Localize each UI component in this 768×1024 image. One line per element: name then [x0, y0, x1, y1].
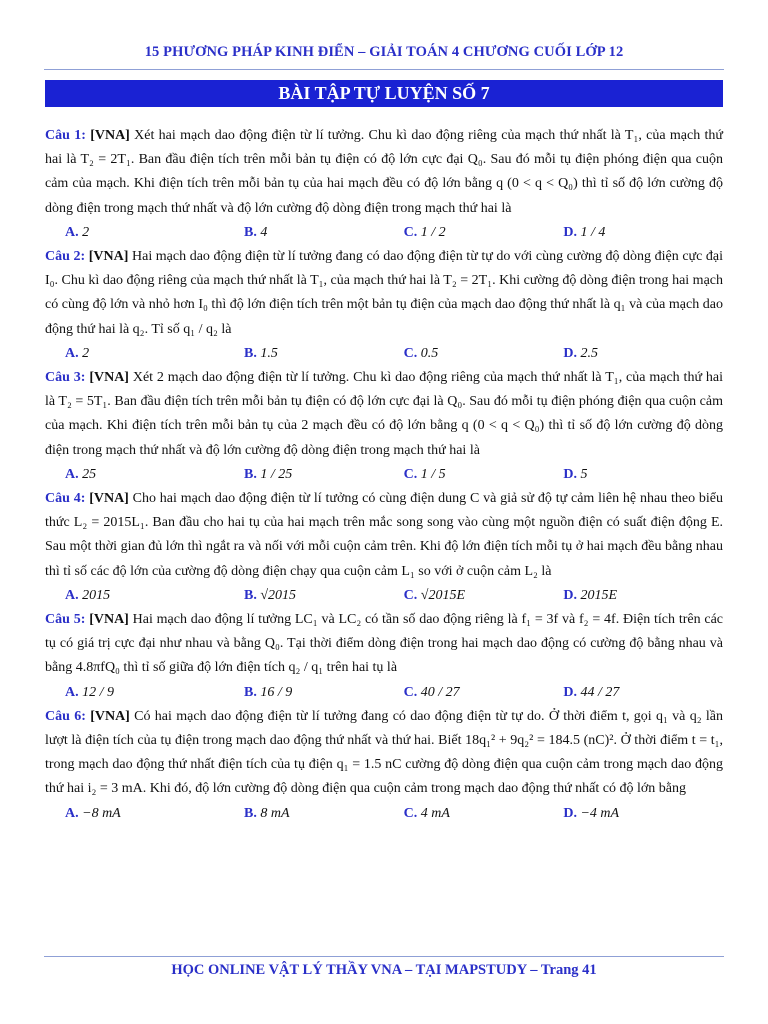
question-6: [45, 705, 723, 802]
option-value: √2015: [256, 587, 297, 603]
option-key: A.: [65, 587, 79, 603]
option-value: 4 mA: [417, 805, 450, 821]
answer-option-d[interactable]: [563, 342, 723, 366]
answer-option-b[interactable]: [244, 342, 404, 366]
question-text: Hai mạch dao động lí tưởng LC₁ và LC₂ có tần số dao động riêng là f₁ = 3f và f₂ = 4f. Điện tích trên các tụ có giá trị cực đại như nhau và bằng Q₀. Tại thời điểm dòng điện trong hai mạch dao động có cường độ bằng nhau và bằng 4.8πfQ₀ thì tỉ số giữa độ lớn điện tích q₂ / q₁ trên hai tụ là: [45, 612, 724, 676]
answer-option-d[interactable]: [563, 802, 723, 826]
option-key: C.: [403, 587, 418, 603]
option-key: C.: [403, 224, 418, 240]
option-key: B.: [244, 224, 257, 240]
answer-option-c[interactable]: [404, 221, 564, 245]
option-value: 16 / 9: [256, 684, 293, 700]
option-key: A.: [65, 345, 79, 361]
option-key: B.: [244, 587, 257, 603]
option-value: 25: [78, 466, 97, 482]
option-key: D.: [563, 466, 577, 482]
answer-options: [45, 463, 723, 487]
question-label: Câu 5:: [45, 612, 86, 627]
option-key: B.: [244, 805, 257, 821]
option-key: A.: [65, 805, 79, 821]
question-source-tag: [VNA]: [89, 370, 129, 385]
option-value: 44 / 27: [576, 684, 620, 700]
answer-option-c[interactable]: [404, 463, 564, 487]
option-key: C.: [403, 466, 418, 482]
option-key: D.: [563, 805, 577, 821]
footer-divider: [44, 956, 724, 957]
question-source-tag: [VNA]: [90, 708, 130, 724]
question-label: Câu 2:: [45, 249, 86, 264]
question-5: [45, 608, 723, 681]
option-key: D.: [563, 224, 577, 240]
answer-option-c[interactable]: [404, 802, 564, 826]
question-3: [45, 366, 723, 463]
answer-option-d[interactable]: [563, 463, 723, 487]
header-divider: [44, 69, 724, 70]
question-text: Cho hai mạch dao động điện từ lí tưởng có cùng điện dung C và giả sử độ tự cảm liên hệ nhau theo biểu thức L₂ = 2015L₁. Ban đầu cho hai tụ của hai mạch trên mắc song song vào cùng một nguồn điện có suất điện động E. Sau một thời gian đủ lớn thì ngắt ra và nối với mỗi cuộn cảm trên. Khi độ lớn điện tích mỗi tụ ở hai mạch đều bằng nhau thì tỉ số các độ lớn của cường độ dòng điện chạy qua cuộn cảm L₁ so với ở cuộn cảm L₂ là: [45, 491, 724, 579]
question-label: Câu 6:: [45, 708, 86, 724]
answer-options: [45, 802, 723, 826]
option-value: 1 / 2: [417, 224, 446, 240]
question-text: Xét hai mạch dao động điện từ lí tưởng. Chu kì dao động riêng của mạch thứ nhất là T₁, của mạch thứ hai là T₂ = 2T₁. Ban đầu điện tích trên mỗi bản tụ điện có độ lớn cực đại Q₀. Sau đó mỗi tụ điện phóng điện qua cuộn cảm của mạch. Khi điện tích trên mỗi bản tụ của hai mạch đều có độ lớn bằng q (0 < q < Q₀) thì tỉ số độ lớn cường độ dòng điện trong mạch thứ nhất và độ lớn cường độ dòng điện trong mạch thứ hai là: [45, 128, 724, 216]
option-value: 4: [256, 224, 268, 240]
question-label: Câu 1:: [45, 128, 86, 143]
option-key: C.: [403, 805, 418, 821]
option-value: 2015: [78, 587, 111, 603]
option-value: 8 mA: [256, 805, 290, 821]
answer-option-a[interactable]: [45, 463, 244, 487]
option-key: D.: [563, 345, 577, 361]
answer-option-b[interactable]: [244, 681, 404, 705]
answer-option-a[interactable]: [45, 342, 244, 366]
answer-option-b[interactable]: [244, 584, 404, 608]
question-source-tag: [VNA]: [88, 249, 129, 264]
option-key: B.: [244, 466, 257, 482]
question-1: [45, 124, 723, 221]
question-2: [45, 245, 723, 342]
answer-options: [45, 584, 723, 608]
option-value: 12 / 9: [78, 684, 115, 700]
question-label: Câu 3:: [45, 370, 86, 385]
option-key: A.: [65, 684, 79, 700]
option-value: 2: [78, 345, 90, 361]
answer-option-b[interactable]: [244, 221, 404, 245]
option-key: A.: [65, 466, 79, 482]
section-banner: BÀI TẬP TỰ LUYỆN SỐ 7: [45, 80, 723, 107]
option-key: D.: [563, 684, 577, 700]
option-value: 2015E: [576, 587, 618, 603]
answer-option-c[interactable]: [404, 342, 564, 366]
option-key: C.: [403, 345, 418, 361]
option-value: −4 mA: [576, 805, 620, 821]
option-key: A.: [65, 224, 79, 240]
answer-option-a[interactable]: [45, 584, 244, 608]
option-value: −8 mA: [78, 805, 121, 821]
option-value: 5: [576, 466, 588, 482]
answer-option-d[interactable]: [563, 221, 723, 245]
questions-list: [45, 124, 723, 826]
option-value: 0.5: [417, 345, 439, 361]
option-value: 1 / 4: [576, 224, 606, 240]
answer-option-d[interactable]: [563, 584, 723, 608]
question-source-tag: [VNA]: [90, 128, 130, 143]
page-footer: HỌC ONLINE VẬT LÝ THẦY VNA – TẠI MAPSTUDY – Trang 41: [171, 962, 597, 978]
option-value: 2.5: [576, 345, 598, 361]
question-label: Câu 4:: [45, 491, 86, 506]
option-value: 1.5: [256, 345, 278, 361]
question-source-tag: [VNA]: [89, 491, 129, 506]
answer-option-d[interactable]: [563, 681, 723, 705]
answer-option-a[interactable]: [45, 802, 244, 826]
answer-option-c[interactable]: [404, 584, 564, 608]
option-value: √2015E: [417, 587, 466, 603]
option-key: B.: [244, 345, 257, 361]
answer-option-b[interactable]: [244, 463, 404, 487]
question-text: Hai mạch dao động điện từ lí tưởng đang có dao động điện từ tự do với cùng cường độ dòng điện cực đại I₀. Chu kì dao động riêng của mạch thứ nhất là T₁, của mạch thứ hai là T₂ = 2T₁. Khi cường độ dòng điện trong hai mạch có cùng độ lớn và nhỏ hơn I₀ thì độ lớn điện tích trên một bản tụ điện của mạch dao động thứ nhất là q₁ và của mạch dao động thứ hai là q₂. Tỉ số q₁ / q₂ là: [45, 249, 724, 337]
option-key: D.: [563, 587, 577, 603]
question-4: [45, 487, 723, 584]
question-text: Xét 2 mạch dao động điện từ lí tưởng. Chu kì dao động riêng của mạch thứ nhất là T₁, của mạch thứ hai là T₂ = 5T₁. Ban đầu điện tích trên mỗi bản tụ điện có độ lớn cực đại là Q₀. Sau đó mỗi tụ điện phóng điện qua cuộn cảm của mạch. Khi điện tích trên mỗi bản tụ của 2 mạch đều có độ lớn bằng q (0 < q < Q₀) thì tỉ số độ lớn cường độ dòng điện trong mạch thứ nhất và độ lớn cường độ dòng điện trong mạch thứ hai là: [45, 370, 724, 458]
option-key: B.: [244, 684, 257, 700]
answer-option-a[interactable]: [45, 681, 244, 705]
option-value: 2: [78, 224, 90, 240]
answer-options: [45, 342, 723, 366]
answer-options: [45, 221, 723, 245]
option-key: C.: [403, 684, 418, 700]
option-value: 1 / 25: [256, 466, 293, 482]
option-value: 40 / 27: [417, 684, 460, 700]
answer-option-c[interactable]: [404, 681, 564, 705]
answer-option-b[interactable]: [244, 802, 404, 826]
page-header: 15 PHƯƠNG PHÁP KINH ĐIỂN – GIẢI TOÁN 4 CHƯƠNG CUỐI LỚP 12: [144, 44, 624, 60]
answer-option-a[interactable]: [45, 221, 244, 245]
question-text: Có hai mạch dao động điện từ lí tưởng đang có dao động điện từ tự do. Ở thời điểm t, gọi q₁ và q₂ lần lượt là điện tích của tụ điện trong mạch dao động thứ nhất và thứ hai. Biết 18q₁² + 9q₂² = 184.5 (nC)². Ở thời điểm t = t₁, trong mạch dao động thứ nhất điện tích của tụ điện q₁ = 1.5 nC cường độ dòng điện qua cuộn cảm trong mạch dao động thứ hai i₂ = 3 mA. Khi đó, độ lớn cường độ dòng điện qua cuộn cảm trong mạch dao động thứ nhất có độ lớn bằng: [45, 708, 723, 797]
question-source-tag: [VNA]: [89, 612, 129, 627]
option-value: 1 / 5: [417, 466, 446, 482]
answer-options: [45, 681, 723, 705]
